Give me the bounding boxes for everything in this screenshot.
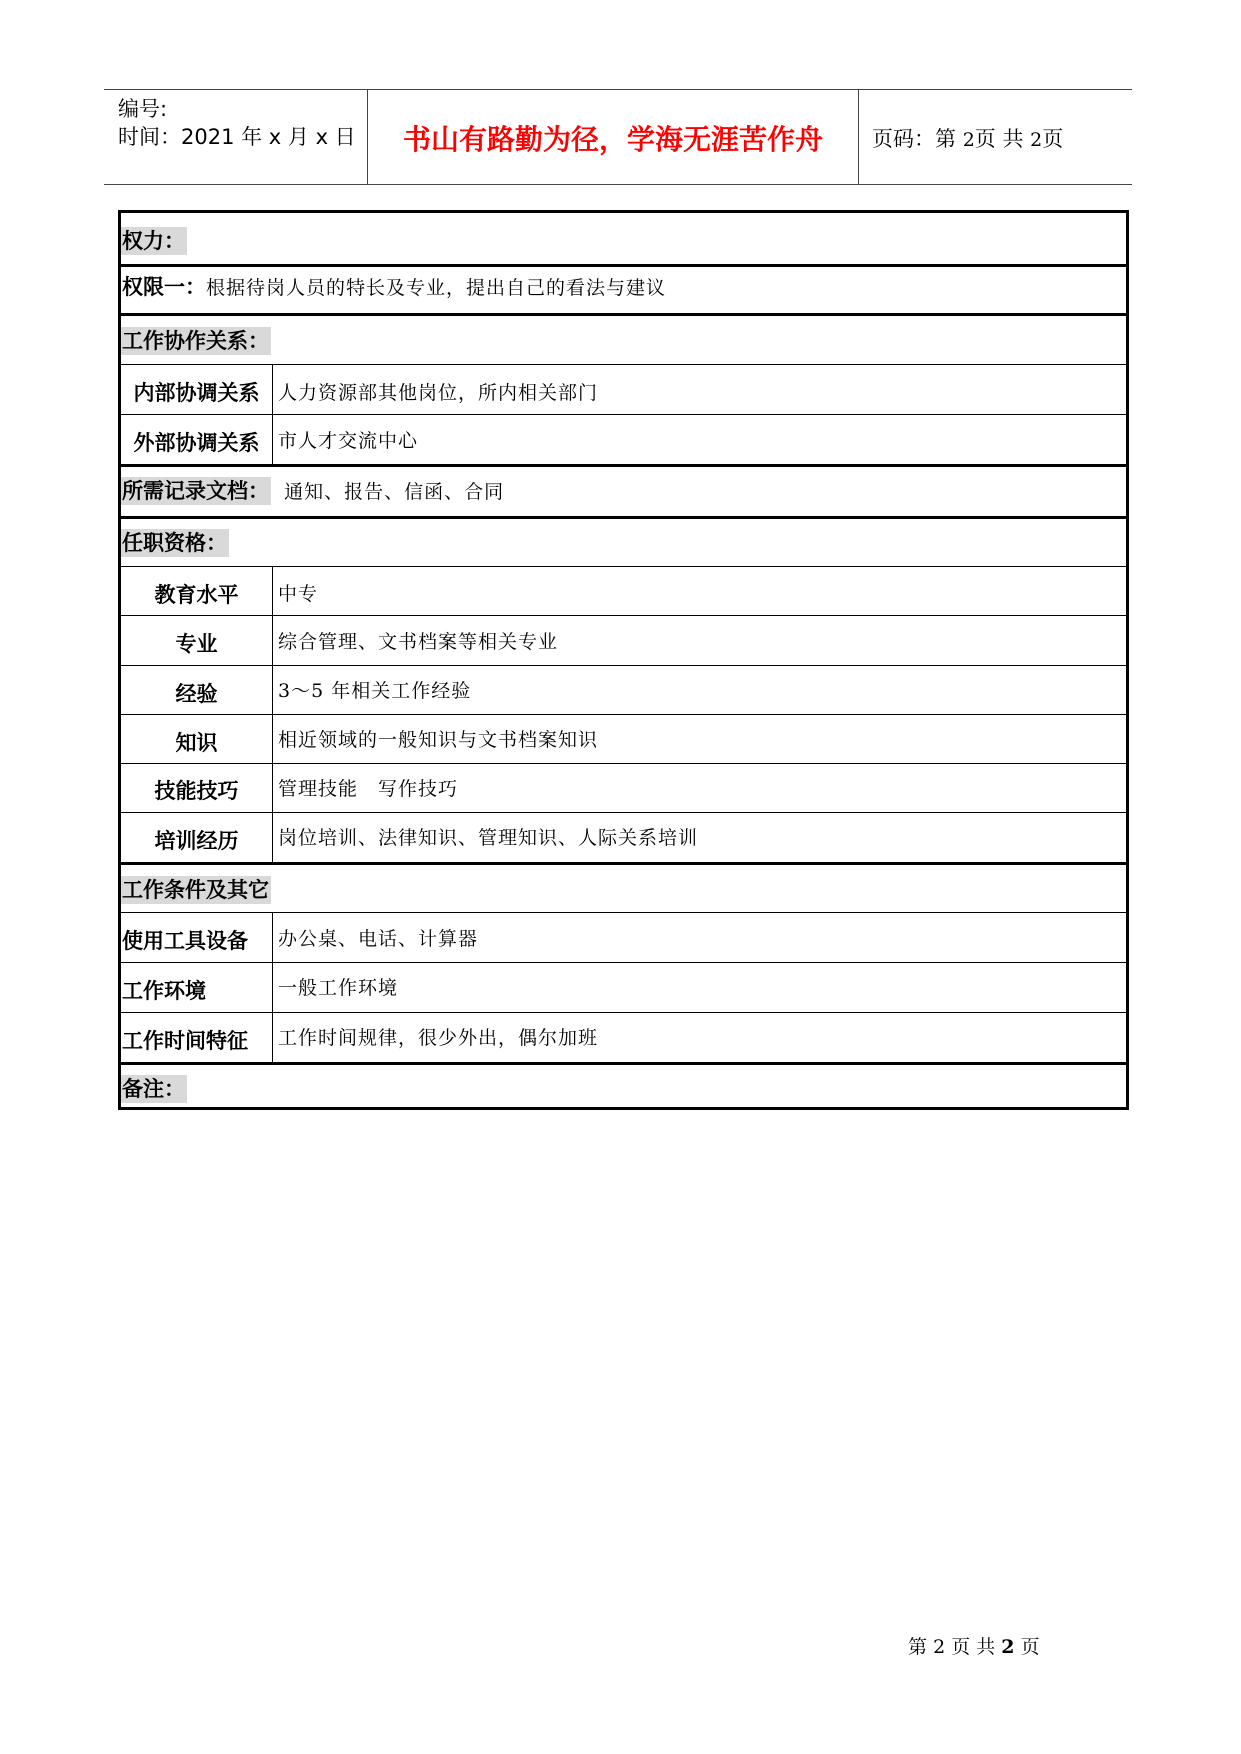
tools-label: 使用工具设备 [122,929,248,953]
footer-total: 2 [1001,1636,1015,1658]
row-divider [121,1012,1126,1013]
row-divider [121,763,1126,764]
external-coordination-value: 市人才交流中心 [278,430,419,452]
section-conditions-heading: 工作条件及其它 [122,878,269,902]
footer-mid: 页 共 [951,1636,996,1658]
skills-label: 技能技巧 [154,779,239,803]
training-value: 岗位培训、法律知识、管理知识、人际关系培训 [278,827,699,849]
row-divider [121,714,1126,715]
tools-value: 办公桌、电话、计算器 [278,928,479,950]
section-power-heading: 权力： [122,229,185,253]
documents-value: 通知、报告、信函、合同 [284,481,505,503]
work-time-value: 工作时间规律，很少外出，偶尔加班 [278,1027,599,1049]
section-remarks-heading: 备注： [122,1077,185,1101]
internal-coordination-label: 内部协调关系 [133,381,260,405]
header-motto: 书山有路勤为径，学海无涯苦作舟 [402,123,823,156]
page-total: 2 [1030,129,1043,151]
document-date: 时间：2021 年 x 月 x 日 [118,125,356,149]
power-limit-row [121,271,1126,301]
row-divider [121,414,1126,415]
job-description-table [118,210,1129,1110]
footer-current: 2 [933,1636,946,1658]
internal-coordination-value: 人力资源部其他岗位，所内相关部门 [278,382,599,404]
page-current: 2 [962,129,975,151]
page-prefix: 页码：第 [872,127,956,151]
section-cooperation-heading: 工作协作关系： [122,329,269,353]
environment-value: 一般工作环境 [278,977,399,999]
education-label: 教育水平 [154,583,239,607]
experience-value: 3～5 年相关工作经验 [278,680,472,702]
row-divider [121,615,1126,616]
power-limit-label: 权限一： [122,275,206,299]
document-number-label: 编号: [118,97,168,121]
experience-label: 经验 [175,682,218,706]
skills-value: 管理技能 写作技巧 [278,778,459,800]
major-value: 综合管理、文书档案等相关专业 [278,631,559,653]
row-divider [121,665,1126,666]
row-divider [121,1062,1126,1065]
row-divider [121,313,1126,316]
page-footer [908,1632,1040,1659]
section-documents-heading: 所需记录文档： [122,479,269,503]
knowledge-label: 知识 [175,731,218,755]
education-value: 中专 [278,583,319,605]
page-suffix: 页 [1042,127,1064,151]
page-mid: 页 共 [974,127,1024,151]
documents-row [121,477,1126,505]
row-divider [121,812,1126,813]
knowledge-value: 相近领域的一般知识与文书档案知识 [278,729,599,751]
row-divider [121,264,1126,267]
row-divider [121,464,1126,467]
training-label: 培训经历 [154,829,239,853]
external-coordination-label: 外部协调关系 [133,431,260,455]
major-label: 专业 [175,632,218,656]
header-page-number [872,123,1063,153]
section-qualifications-heading: 任职资格： [122,531,227,555]
page-header [104,89,1132,185]
row-divider [121,962,1126,963]
footer-prefix: 第 [908,1636,928,1658]
row-divider [121,862,1126,865]
environment-label: 工作环境 [122,979,206,1003]
power-limit-text: 根据待岗人员的特长及专业，提出自己的看法与建议 [206,277,667,299]
footer-suffix: 页 [1020,1636,1040,1658]
row-divider [121,516,1126,519]
header-divider [858,90,859,184]
work-time-label: 工作时间特征 [122,1029,248,1053]
